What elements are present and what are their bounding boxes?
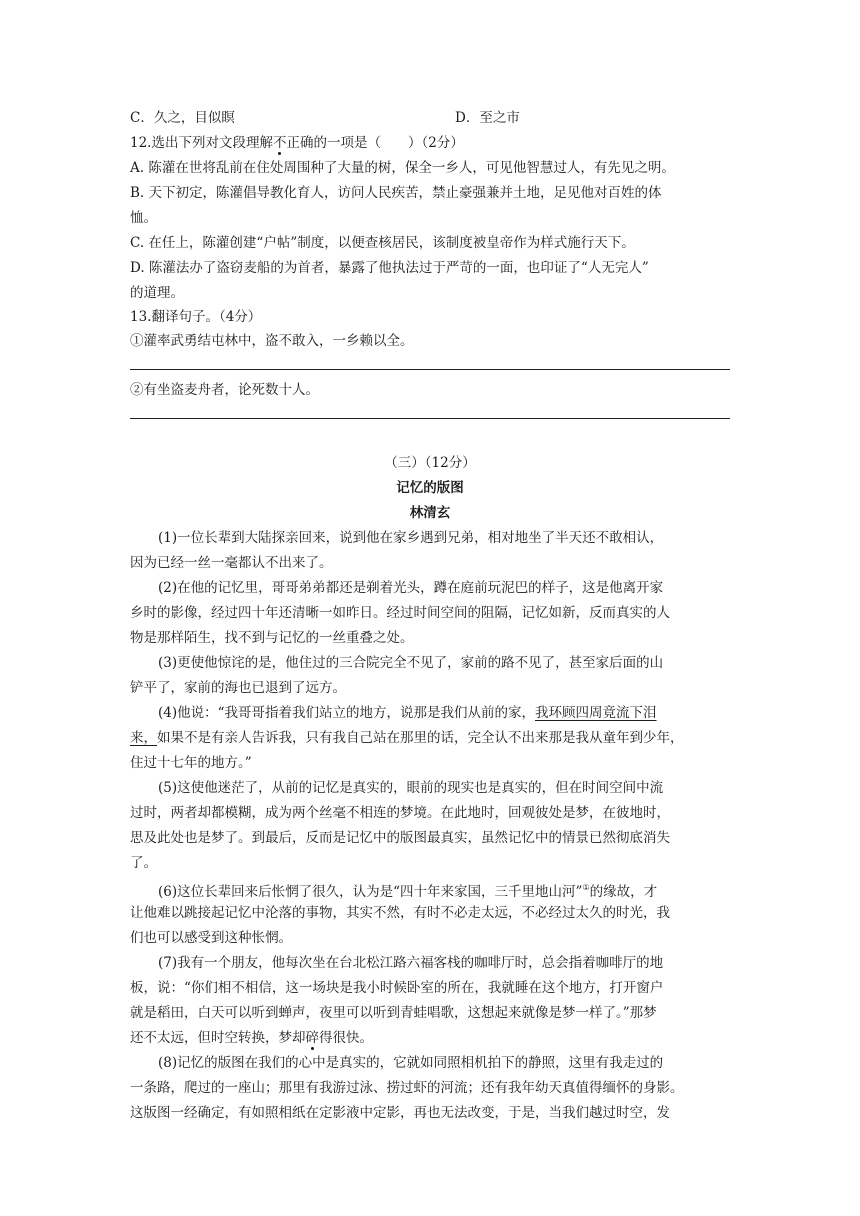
p2-line1: (2)在他的记忆里，哥哥弟弟都还是剃着光头，蹲在庭前玩泥巴的样子，这是他离开家 <box>158 580 664 596</box>
answer-line-2[interactable] <box>130 418 730 419</box>
q12-option-d-line2: 的道理。 <box>130 285 184 301</box>
emphasis-dot-char: 不 <box>272 135 287 151</box>
p7-line1: (7)我有一个朋友，他每次坐在台北松江路六福客栈的咖啡厅时，总会指着咖啡厅的地 <box>158 955 664 971</box>
p5-line3: 思及此处也是梦了。到最后，反而是记忆中的版图最真实，虽然记忆中的情景已然彻底消失 <box>130 830 670 846</box>
q12-option-a: A. 陈灌在世将乱前在住处周围种了大量的树，保全一乡人，可见他智慧过人，有先见之明。 <box>130 160 675 176</box>
p6-line1: (6)这位长辈回来后怅惘了很久，认为是“四十年来家国，三千里地山河”①的缘故，才 <box>158 883 658 900</box>
p5-line1: (5)这使他迷茫了，从前的记忆是真实的，眼前的现实也是真实的，但在时间空间中流 <box>158 780 664 796</box>
p4-line3: 住过十七年的地方。” <box>130 755 252 771</box>
underlined-sentence: 我环顾四周竟流下泪 <box>535 705 657 721</box>
p3-line2: 铲平了，家前的海也已退到了远方。 <box>130 680 346 696</box>
underlined-sentence-end: 来， <box>130 730 157 746</box>
answer-line-1[interactable] <box>130 369 730 370</box>
q11-option-c: C．久之，目似瞑 <box>130 110 235 126</box>
p8-line2: 一条路，爬过的一座山；那里有我游过泳、捞过虾的河流；还有我年幼天真值得缅怀的身影。 <box>130 1080 684 1096</box>
p5-line2: 过时，两者却都模糊，成为两个丝毫不相连的梦境。在此地时，回观彼处是梦，在彼地时， <box>130 805 670 821</box>
q13-sentence-1: ①灌率武勇结屯林中，盗不敢入，一乡赖以全。 <box>130 333 414 349</box>
p2-line3: 物是那样陌生，找不到与记忆的一丝重叠之处。 <box>130 630 414 646</box>
article-author: 林清玄 <box>409 505 451 521</box>
p1-line2: 因为已经一丝一毫都认不出来了。 <box>130 555 333 571</box>
p8-line1: (8)记忆的版图在我们的心中是真实的，它就如同照相机拍下的静照，这里有我走过的 <box>158 1055 664 1071</box>
p3-line1: (3)更使他惊诧的是，他住过的三合院完全不见了，家前的路不见了，甚至家后面的山 <box>158 655 664 671</box>
p7-line2: 板，说：“你们相不相信，这一场块是我小时候卧室的所在，我就睡在这个地方，打开窗户 <box>130 980 664 996</box>
section-header: （三）（12分） <box>384 455 476 471</box>
p4-line2: 来，如果不是有亲人告诉我，只有我自己站在那里的话，完全认不出来那是我从童年到少年， <box>130 730 684 746</box>
p6-line2: 让他难以跳接起记忆中沦落的事物，其实不然，有时不必走太远，不必经过太久的时光，我 <box>130 905 670 921</box>
p4-line1: (4)他说：“我哥哥指着我们站立的地方，说那是我们从前的家，我环顾四周竟流下泪 <box>158 705 657 721</box>
footnote-marker[interactable]: ① <box>582 883 590 892</box>
q12-stem: 12.选出下列对文段理解不正确的一项是（ ）（2分） <box>130 135 464 151</box>
q13-title: 13.翻译句子。（4分） <box>130 309 262 325</box>
p8-line3: 这版图一经确定，有如照相纸在定影液中定影，再也无法改变，于是，当我们越过时空，发 <box>130 1105 670 1121</box>
q11-option-d: D．至之市 <box>455 110 520 126</box>
q12-option-b-line2: 恤。 <box>130 210 157 226</box>
article-title: 记忆的版图 <box>396 480 464 496</box>
p6-line3: 们也可以感受到这种怅惘。 <box>130 930 292 946</box>
p2-line2: 乡时的影像，经过四十年还清晰一如昨日。经过时间空间的阻隔，记忆如新，反而真实的人 <box>130 605 670 621</box>
p7-line4: 还不太远，但时空转换，梦却碎得很快。 <box>130 1030 373 1046</box>
q13-sentence-2: ②有坐盗麦舟者，论死数十人。 <box>130 382 319 398</box>
q12-option-c: C. 在任上，陈灌创建“户帖”制度，以便查核居民，该制度被皇帝作为样式施行天下。 <box>130 235 635 251</box>
q12-option-d-line1: D. 陈灌法办了盗窃麦船的为首者，暴露了他执法过于严苛的一面，也印证了“人无完人” <box>130 260 649 276</box>
p1-line1: (1)一位长辈到大陆探亲回来，说到他在家乡遇到兄弟，相对地坐了半天还不敢相认， <box>158 530 664 546</box>
p5-line4: 了。 <box>130 855 157 871</box>
q12-option-b-line1: B. 天下初定，陈灌倡导教化育人，访问人民疾苦，禁止豪强兼并土地，足见他对百姓的体 <box>130 185 662 201</box>
p7-line3: 就是稻田，白天可以听到蝉声，夜里可以听到青蛙唱歌，这想起来就像是梦一样了。”那梦 <box>130 1005 657 1021</box>
emphasis-dot-char: 碎 <box>305 1030 319 1046</box>
